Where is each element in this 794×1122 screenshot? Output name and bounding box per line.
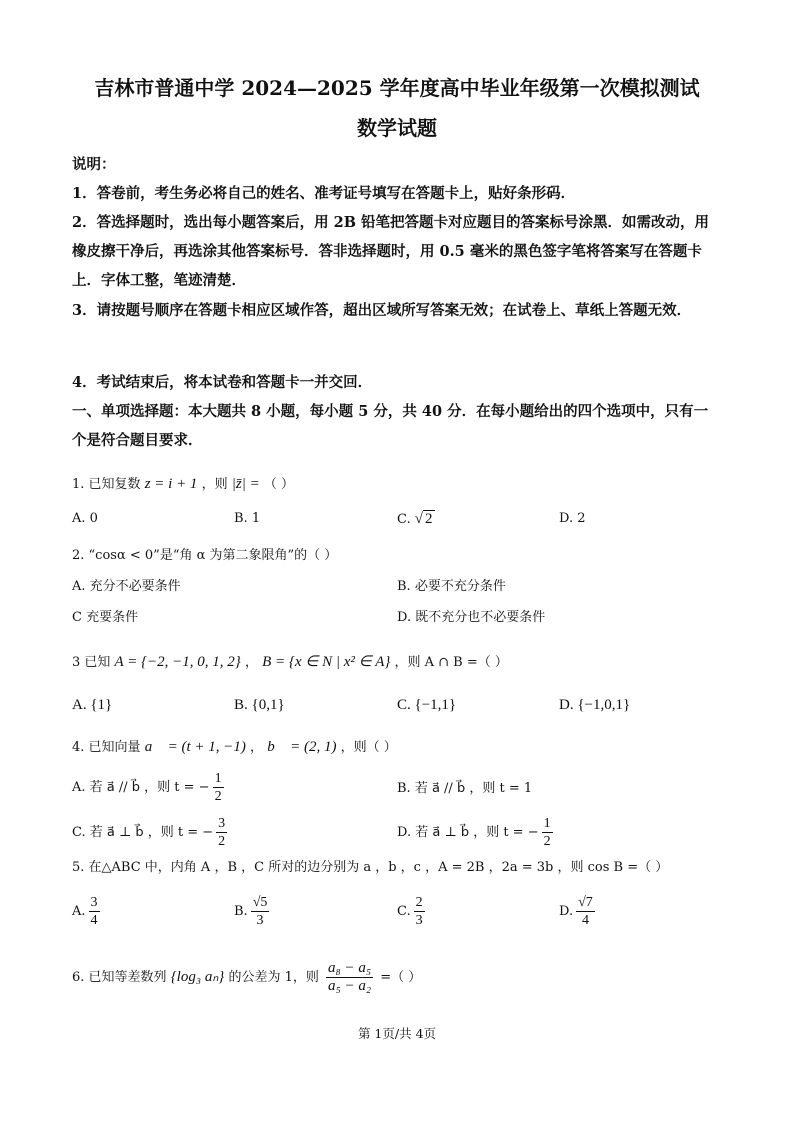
q3-set-a: A = {−2, −1, 0, 1, 2} xyxy=(114,654,241,670)
fraction: $\frac{3}{2}$ xyxy=(218,816,226,849)
q1-paren: （ ） xyxy=(263,477,294,492)
q4-tail: ，则（ ） xyxy=(340,740,397,755)
q5-option-d: D. $\frac{√7}{4}$ xyxy=(559,895,593,928)
q1-mid: ，则 xyxy=(201,477,228,492)
fraction: $\frac{√5}{3}$ xyxy=(252,895,268,928)
q4-option-c: C. 若 a⃗ ⊥ b⃗ ，则 t = − $\frac{3}{2}$ xyxy=(72,816,226,849)
q5-option-c: C. $\frac{2}{3}$ xyxy=(397,895,423,928)
q3-option-c: C. {−1,1} xyxy=(397,697,457,713)
q3-tail: ，则 A ∩ B =（ ） xyxy=(394,655,508,670)
q5-option-a: A. $\frac{3}{4}$ xyxy=(72,895,98,928)
fraction: $\frac{1}{2}$ xyxy=(214,771,222,804)
q1-modulus: |z̄| = xyxy=(231,476,260,492)
fraction: $\frac{1}{2}$ xyxy=(543,816,551,849)
q4-vector-b: b⃗ = (2, 1) xyxy=(267,739,337,755)
sqrt-symbol: √ 2 xyxy=(414,511,433,527)
q3-option-b: B. {0,1} xyxy=(234,697,285,713)
instructions-label: 说明： xyxy=(72,156,116,173)
q4-prefix: 4. 已知向量 xyxy=(72,740,141,755)
instruction-item-3: 3．请按题号顺序在答题卡相应区域作答，超出区域所写答案无效；在试卷上、草纸上答题无效． xyxy=(72,302,692,319)
q5-option-b: B. $\frac{√5}{3}$ xyxy=(234,895,268,928)
fraction: $\frac{2}{3}$ xyxy=(415,895,423,928)
q6-mid: 的公差为 1，则 xyxy=(228,970,319,985)
question-4: 4. 已知向量 a⃗ = (t + 1, −1) ， b⃗ = (2, 1) ，则（ ） xyxy=(72,739,397,755)
instruction-item-2: 2．答选择题时，选出每小题答案后，用 2B 铅笔把答题卡对应题目的答案标号涂黑．如需改动，用橡皮擦干净后，再选涂其他答案标号．答非选择题时，用 0.5 毫米的黑色签字笔将答案写在答题卡上．字体工整，笔迹清楚． xyxy=(72,214,710,289)
q4-vector-a: a⃗ = (t + 1, −1) xyxy=(144,739,246,755)
q1-option-c: C. √ 2 xyxy=(397,511,433,527)
exam-subtitle: 数学试题 xyxy=(357,116,437,140)
q1-expression: z = i + 1 xyxy=(144,476,198,492)
fraction: $\frac{\text{a₈ − a₅}}{\text{a₅ − a₂}}$ xyxy=(327,960,372,994)
q4-option-b: B. 若 a⃗ // b⃗ ，则 t = 1 xyxy=(397,781,533,796)
q1-option-d: D. 2 xyxy=(559,511,586,526)
q6-prefix: 6. 已知等差数列 xyxy=(72,970,167,985)
question-2: 2. “cosα < 0”是“角 α 为第二象限角”的（ ） xyxy=(72,548,338,563)
q4-option-a: A. 若 a⃗ // b⃗ ，则 t = − $\frac{1}{2}$ xyxy=(72,771,222,804)
question-3: 3 已知 A = {−2, −1, 0, 1, 2} ， B = {x ∈ N | x² ∈ A} ，则 A ∩ B =（ ） xyxy=(72,654,508,670)
q3-option-d: D. {−1,0,1} xyxy=(559,697,631,713)
question-1 xyxy=(72,474,294,495)
q1-option-b: B. 1 xyxy=(234,511,261,526)
q1-option-a: A. 0 xyxy=(72,511,98,526)
q3-prefix: 3 已知 xyxy=(72,655,111,670)
q2-option-b: B. 必要不充分条件 xyxy=(397,579,506,594)
question-5: 5. 在△ABC 中，内角 A ，B ，C 所对的边分别为 a ，b ，c ，A = 2B ，2a = 3b ，则 cos B =（ ） xyxy=(72,860,669,875)
page-footer: 第 1页/共 4页 xyxy=(357,1026,437,1041)
q2-option-c: C 充要条件 xyxy=(72,610,139,625)
q2-option-d: D. 既不充分也不必要条件 xyxy=(397,610,546,625)
instruction-item-4: 4．考试结束后，将本试卷和答题卡一并交回． xyxy=(72,374,373,391)
q3-option-a: A. {1} xyxy=(72,697,113,713)
fraction: $\frac{√7}{4}$ xyxy=(578,895,593,928)
instruction-item-1: 1．答卷前，考生务必将自己的姓名、准考证号填写在答题卡上，贴好条形码． xyxy=(72,185,576,202)
section-heading: 一、单项选择题：本大题共 8 小题，每小题 5 分，共 40 分．在每小题给出的四个选项中，只有一个是符合题目要求． xyxy=(72,403,709,449)
q2-option-a: A. 充分不必要条件 xyxy=(72,579,181,594)
q3-set-b: B = {x ∈ N | x² ∈ A} xyxy=(262,654,391,670)
q4-option-d: D. 若 a⃗ ⊥ b⃗ ，则 t = − $\frac{1}{2}$ xyxy=(397,816,551,849)
q6-sequence: {log₃ aₙ} xyxy=(170,969,225,985)
question-6 xyxy=(72,960,421,995)
exam-title: 吉林市普通中学 2024—2025 学年度高中毕业年级第一次模拟测试 xyxy=(94,76,700,100)
fraction: $\frac{3}{4}$ xyxy=(90,895,98,928)
q1-prefix: 1. 已知复数 xyxy=(72,477,141,492)
q6-tail: =（ ） xyxy=(380,970,422,985)
